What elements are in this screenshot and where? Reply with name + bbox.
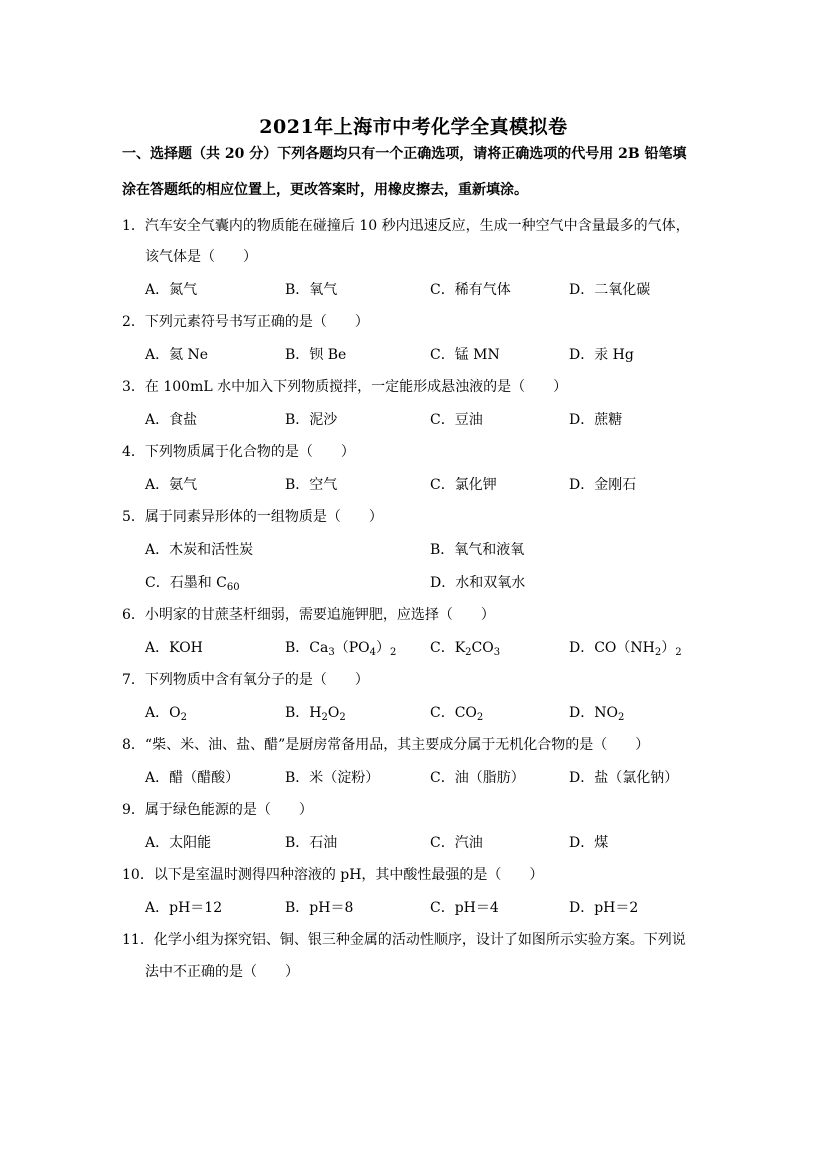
- question-10-option-a: A．pH＝12: [145, 900, 223, 916]
- question-4-option-c: C．氯化钾: [430, 477, 497, 493]
- question-1-stem-line-1: 1．汽车安全气囊内的物质能在碰撞后 10 秒内迅速反应，生成一种空气中含量最多的气体，: [122, 218, 690, 234]
- question-5-option-d: D．水和双氧水: [430, 575, 526, 591]
- question-9-option-d: D．煤: [569, 835, 609, 851]
- question-9-option-a: A．太阳能: [145, 835, 212, 851]
- question-8-option-a: A．醋（醋酸）: [145, 770, 240, 786]
- question-1-option-c: C．稀有气体: [430, 282, 511, 298]
- question-4-option-a: A．氨气: [145, 477, 198, 493]
- question-9-option-b: B．石油: [285, 835, 338, 851]
- question-8-option-c: C．油（脂肪）: [430, 770, 525, 786]
- question-7-option-b: B．$H_2O_2$: [285, 705, 346, 723]
- question-7-option-d: D．$NO_2$: [569, 705, 625, 723]
- question-2-option-b: B．钡 Be: [285, 347, 347, 363]
- question-4-stem: 4．下列物质属于化合物的是（ ）: [122, 444, 355, 460]
- question-1-stem-line-2: 该气体是（ ）: [145, 249, 257, 265]
- question-7-stem: 7．下列物质中含有氧分子的是（ ）: [122, 672, 369, 688]
- question-1-option-b: B．氧气: [285, 282, 338, 298]
- question-9-stem: 9．属于绿色能源的是（ ）: [122, 802, 313, 818]
- question-5-stem: 5．属于同素异形体的一组物质是（ ）: [122, 509, 383, 525]
- question-4-option-b: B．空气: [285, 477, 338, 493]
- question-9-option-c: C．汽油: [430, 835, 483, 851]
- question-5-option-a: A．木炭和活性炭: [145, 542, 254, 558]
- question-2-option-a: A．氦 Ne: [145, 347, 209, 363]
- question-6-option-b: B．$Ca_3(PO_4)_2$: [285, 640, 397, 658]
- question-11-stem-line-1: 11．化学小组为探究铝、铜、银三种金属的活动性顺序，设计了如图所示实验方案。下列说: [122, 932, 686, 948]
- question-5-option-c: C．石墨和 $C_{60}$: [145, 575, 240, 593]
- question-8-option-b: B．米（淀粉）: [285, 770, 380, 786]
- question-6-option-a: A．KOH: [145, 640, 203, 656]
- question-3-option-b: B．泥沙: [285, 412, 338, 428]
- question-10-stem: 10．以下是室温时测得四种溶液的 pH，其中酸性最强的是（ ）: [122, 867, 544, 883]
- question-10-option-b: B．pH＝8: [285, 900, 354, 916]
- question-11-stem-line-2: 法中不正确的是（ ）: [145, 964, 299, 980]
- question-3-stem: 3．在 100mL 水中加入下列物质搅拌，一定能形成悬浊液的是（ ）: [122, 379, 568, 395]
- question-7-option-a: A．$O_2$: [145, 705, 187, 723]
- section-instruction-line-2: 涂在答题纸的相应位置上，更改答案时，用橡皮擦去，重新填涂。: [122, 182, 528, 198]
- question-2-option-c: C．锰 MN: [430, 347, 500, 363]
- question-8-stem: 8．“柴、米、油、盐、醋”是厨房常备用品，其主要成分属于无机化合物的是（ ）: [122, 737, 650, 753]
- page-title: 2021年上海市中考化学全真模拟卷: [259, 116, 568, 138]
- question-6-option-c: C．$K_2CO_3$: [430, 640, 501, 658]
- question-2-stem: 2．下列元素符号书写正确的是（ ）: [122, 314, 369, 330]
- question-7-option-c: C．$CO_2$: [430, 705, 484, 723]
- section-instruction-line-1: 一、选择题（共 20 分）下列各题均只有一个正确选项，请将正确选项的代号用 2B 铅笔填: [122, 146, 687, 162]
- question-8-option-d: D．盐（氯化钠）: [569, 770, 679, 786]
- question-4-option-d: D．金刚石: [569, 477, 637, 493]
- question-10-option-c: C．pH＝4: [430, 900, 499, 916]
- question-1-option-d: D．二氧化碳: [569, 282, 651, 298]
- question-6-stem: 6．小明家的甘蔗茎杆细弱，需要追施钾肥，应选择（ ）: [122, 607, 495, 623]
- question-1-option-a: A．氮气: [145, 282, 198, 298]
- question-3-option-c: C．豆油: [430, 412, 483, 428]
- question-3-option-d: D．蔗糖: [569, 412, 623, 428]
- question-5-option-b: B．氧气和液氧: [430, 542, 525, 558]
- question-10-option-d: D．pH＝2: [569, 900, 639, 916]
- question-2-option-d: D．汞 Hg: [569, 347, 634, 363]
- question-3-option-a: A．食盐: [145, 412, 198, 428]
- question-6-option-d: D．$CO(NH_2)_2$: [569, 640, 682, 658]
